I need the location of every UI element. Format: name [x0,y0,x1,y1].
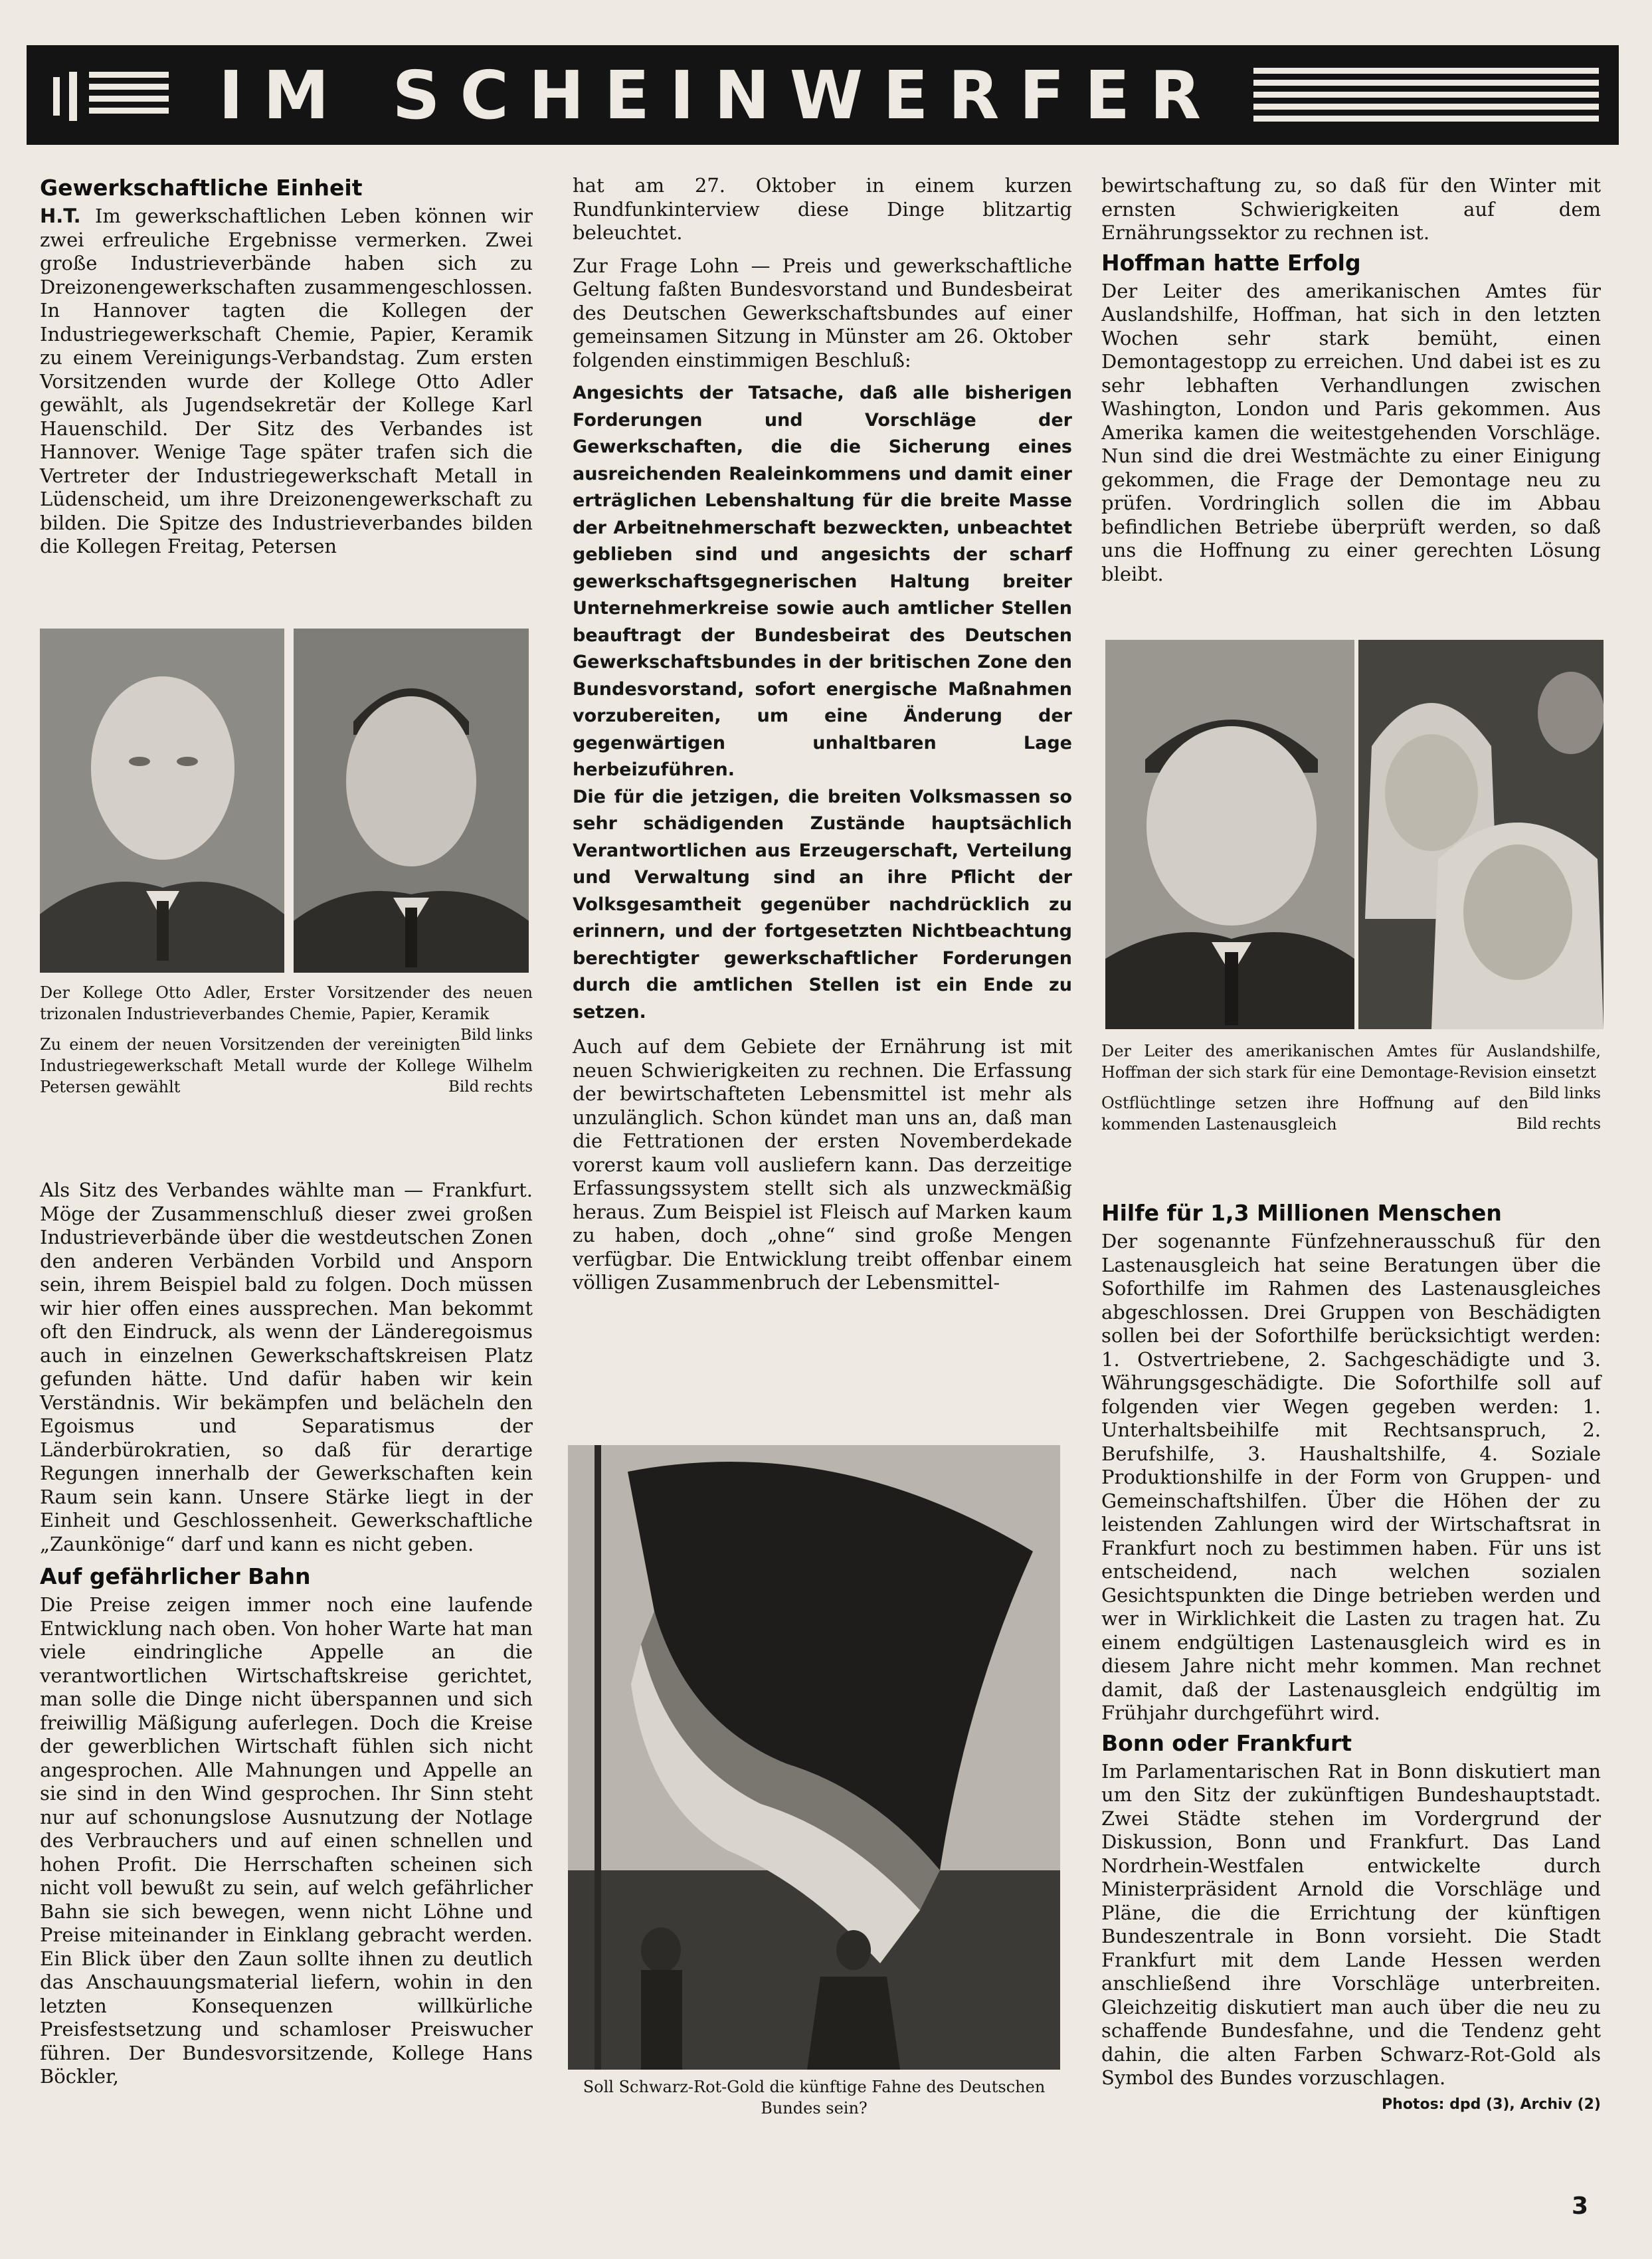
article-mid-p3: Auch auf dem Gebiete der Ernährung ist mit neuen Schwierigkeiten zu rechnen. Die Erfassung der bewirtschafteten Lebensmittel ist mehr als unzulänglich. Schon kündet man uns an, daß man die Fettrationen der ersten Novemberdekade vorerst kaum voll ausliefern kann. Das derzeitige Erfassungssystem stellt sich als unzweckmäßig heraus. Zum Beispiel ist Fleisch auf Marken kaum zu haben, doch „ohne“ sind große Mengen verfügbar. Die Entwicklung treibt offenbar einem völligen Zusammenbruch der Lebensmittel- [573,1035,1072,1294]
headline-bahn: Auf gefährlicher Bahn [40,1563,311,1589]
article-hoffman-text: Der Leiter des amerikanischen Amtes für Auslandshilfe, Hoffman, hat sich in den letzten Wochen sehr stark bemüht, einen Demontagestopp zu erreichen. Und dabei ist es zu sehr lebhaften Verhandlungen zwischen Washington, London und Paris gekommen. Aus Amerika kamen die weitestgehenden Vorschläge. Nun sind die drei Westmächte zu einer Einigung gekommen, die Frage der Demontage neu zu prüfen. Vordringlich sollen die im Abbau befindlichen Betriebe überprüft werden, so daß uns die Hoffnung zu einer gerechten Lösung bleibt. [1101,279,1601,585]
caption-flag: Soll Schwarz-Rot-Gold die künftige Fahne des Deutschen Bundes sein? [583,2078,1046,2117]
column-right [1101,174,1601,586]
resolution-p1: Angesichts der Tatsache, daß alle bisherigen Forderungen und Vorschläge der Gewerkschaften, die die Sicherung eines ausreichenden Realeinkommens und damit einer erträglichen Lebenshaltung für die breite Masse der Arbeitnehmerschaft bezweckten, unbeachtet geblieben sind und angesichts der scharf gewerkschaftsgegnerischen Haltung breiter Unternehmerkreise sowie auch amtlicher Stellen beauftragt der Bundesbeirat des Deutschen Gewerkschaftsbundes in der britischen Zone den Bundesvorstand, sofort energische Maßnahmen vorzubereiten, um eine Änderung der gegenwärtigen unhaltbaren Lage herbeizuführen. [573,383,1072,780]
photo-hoffman [1105,640,1354,1029]
photo-flag-raising [568,1445,1060,2070]
page-number: 3 [1572,2193,1589,2220]
article-einheit-p1: H.T. Im gewerkschaftlichen Leben können wir zwei erfreuliche Ergebnisse vermerken. Zwei große Industrieverbände haben sich zu Dreizonengewerkschaften zusammengeschlossen. In Hannover tagten die Kollegen der Industriegewerkschaft Chemie, Papier, Keramik zu einem Vereinigungs-Verbandstag. Zum ersten Vorsitzenden wurde der Kollege Otto Adler gewählt, als Jugendsekretär der Kollege Karl Hauenschild. Der Sitz des Verbandes ist Hannover. Wenige Tage später trafen sich die Vertreter der Industriegewerkschaft Metall in Lüdenscheid, um ihre Dreizonengewerkschaft zu bilden. Die Spitze des Industrieverbandes bilden die Kollegen Freitag, Petersen [40,205,533,557]
caption-flag-block [568,2076,1060,2119]
section-banner [27,45,1619,145]
caption-adler: Der Kollege Otto Adler, Erster Vorsitzender des neuen trizonalen Industrieverbandes Chemie, Papier, Keramik Bild links [40,983,533,1044]
photo-refugees [1358,640,1604,1029]
caption-refugees: Ostflüchtlinge setzen ihre Hoffnung auf den kommenden Lastenausgleich Bild rechts [1101,1094,1601,1133]
column-middle [573,174,1072,1295]
photo-credit: Photos: dpd (3), Archiv (2) [1382,2096,1601,2113]
caption-block-right [1101,1040,1601,1135]
article-mid-p1: hat am 27. Oktober in einem kurzen Rundfunkinterview diese Dinge blitzartig beleuchtet. [573,174,1072,244]
article-mid-p2: Zur Frage Lohn — Preis und gewerkschaftliche Geltung faßten Bundesvorstand und Bundesbeirat des Deutschen Gewerkschaftsbundes auf einer gemeinsamen Sitzung in Münster am 26. Oktober folgenden einstimmigen Beschluß: [573,254,1072,371]
article-hoffman-intro: bewirtschaftung zu, so daß für den Winter mit ernsten Schwierigkeiten auf dem Ernährungssektor zu rechnen ist. [1101,174,1601,244]
column-left [40,174,533,559]
column-left-lower [40,1179,533,2089]
caption-block-left [40,982,533,1098]
caption-hoffman: Der Leiter des amerikanischen Amtes für Auslandshilfe, Hoffman der sich stark für eine Demontage-Revision einsetzt Bild links [1101,1042,1601,1102]
headline-bonn: Bonn oder Frankfurt [1101,1729,1352,1756]
photo-wilhelm-petersen [294,629,529,973]
headline-einheit: Gewerkschaftliche Einheit [40,175,363,201]
resolution-p2: Die für die jetzigen, die breiten Volksmassen so sehr schädigenden Zustände hauptsächlich Verantwortlichen aus Erzeugerschaft, Verteilung und Verwaltung sind an ihre Pflicht der Volksgesamtheit gegenüber nachdrücklich zu erinnern, und der fortgesetzten Nichtbeachtung berechtigter gewerkschaftlicher Forderungen durch die amtlichen Stellen ist ein Ende zu setzen. [573,786,1072,1023]
caption-petersen: Zu einem der neuen Vorsitzenden der vereinigten Industriegewerkschaft Metall wurde der Kollege Wilhelm Petersen gewählt Bild rechts [40,1035,533,1096]
author-initials: H.T. [40,205,81,227]
photo-otto-adler [40,629,284,973]
article-hilfe-text: Der sogenannte Fünfzehnerausschuß für den Lastenausgleich hat seine Beratungen über die Soforthilfe im Rahmen des Lastenausgleiches abgeschlossen. Drei Gruppen von Beschädigten sollen bei der Soforthilfe berücksichtigt werden: 1. Ostvertriebene, 2. Sachgeschädigte und 3. Währungsgeschädigte. Die Soforthilfe soll auf folgenden vier Wegen gegeben werden: 1. Unterhaltsbeihilfe mit Rechtsanspruch, 2. Berufshilfe, 3. Haushaltshilfe, 4. Soziale Produktionshilfe in der Form von Gruppen- und Gemeinschaftshilfen. Über die Höhen der zu leistenden Zahlungen wird der Wirtschaftsrat in Frankfurt noch zu bestimmen haben. Für uns ist entscheidend, nach welchen sozialen Gesichtspunkten die Dinge betrieben werden und wer in Wirklichkeit die Lasten zu tragen hat. Zu einem endgültigen Lastenausgleich wird es in diesem Jahre nicht mehr kommen. Man rechnet damit, daß der Lastenausgleich endgültig im Frühjahr durchgeführt wird. [1101,1230,1601,1724]
headline-hoffman: Hoffman hatte Erfolg [1101,249,1361,276]
article-bahn-text: Die Preise zeigen immer noch eine laufende Entwicklung nach oben. Von hoher Warte hat man viele eindringliche Appelle an die verantwortlichen Wirtschaftskreise gerichtet, man solle die Dinge nicht überspannen und sich freiwillig Mäßigung auferlegen. Doch die Kreise der gewerblichen Wirtschaft fühlen sich nicht angesprochen. Alle Mahnungen und Appelle an sie sind in den Wind gesprochen. Ihr Sinn steht nur auf schonungslose Ausnutzung der Notlage des Verbrauchers und auf einen schnellen und hohen Profit. Die Herrschaften scheinen sich nicht voll bewußt zu sein, auf welch gefährlicher Bahn sie sich bewegen, wenn nicht Löhne und Preise miteinander in Einklang gebracht werden. Ein Blick über den Zaun sollte ihnen zu deutlich das Anschauungsmaterial liefern, wohin in den letzten Konsequenzen willkürliche Preisfestsetzung und schamloser Preiswucher führen. Der Bundesvorsitzende, Kollege Hans Böckler, [40,1593,533,2088]
article-bonn-text: Im Parlamentarischen Rat in Bonn diskutiert man um den Sitz der zukünftigen Bundeshauptstadt. Zwei Städte stehen im Vordergrund der Diskussion, Bonn und Frankfurt. Das Land Nordrhein-Westfalen entwickelte durch Ministerpräsident Arnold die Vorschläge und Pläne, die die Errichtung der künftigen Bundeszentrale in Bonn vorsieht. Die Stadt Frankfurt mit dem Lande Hessen werden anschließend ihre Vorschläge unterbreiten. Gleichzeitig diskutiert man auch über die neu zu schaffende Bundesfahne, und die Tendenz geht dahin, die alten Farben Schwarz-Rot-Gold als Symbol des Bundes vorzuschlagen. Photos: dpd (3), Archiv (2) [1101,1760,1601,2090]
banner-stripes-right [1253,62,1599,129]
article-einheit-p2: Als Sitz des Verbandes wählte man — Frankfurt. Möge der Zusammenschluß dieser zwei großen Industrieverbände über die westdeutschen Zonen den anderen Verbänden Vorbild und Ansporn sein, ihrem Beispiel bald zu folgen. Doch müssen wir hier offen eines aussprechen. Man bekommt oft den Eindruck, als wenn der Länderegoismus auch in einzelnen Gewerkschaftskreisen Platz gefunden hätte. Und dafür haben wir kein Verständnis. Wir bekämpfen und belächeln den Egoismus und Separatismus der Länderbürokratien, so daß für derartige Regungen innerhalb der Gewerkschaften kein Raum sein kann. Unsere Stärke liegt in der Einheit und Geschlossenheit. Gewerkschaftliche „Zaunkönige“ darf und kann es nicht geben. [40,1179,533,1555]
banner-stripes-left [46,69,179,124]
banner-title: IM SCHEINWERFER [218,56,1222,134]
column-right-lower [1101,1199,1601,2116]
headline-hilfe: Hilfe für 1,3 Millionen Menschen [1101,1200,1502,1226]
